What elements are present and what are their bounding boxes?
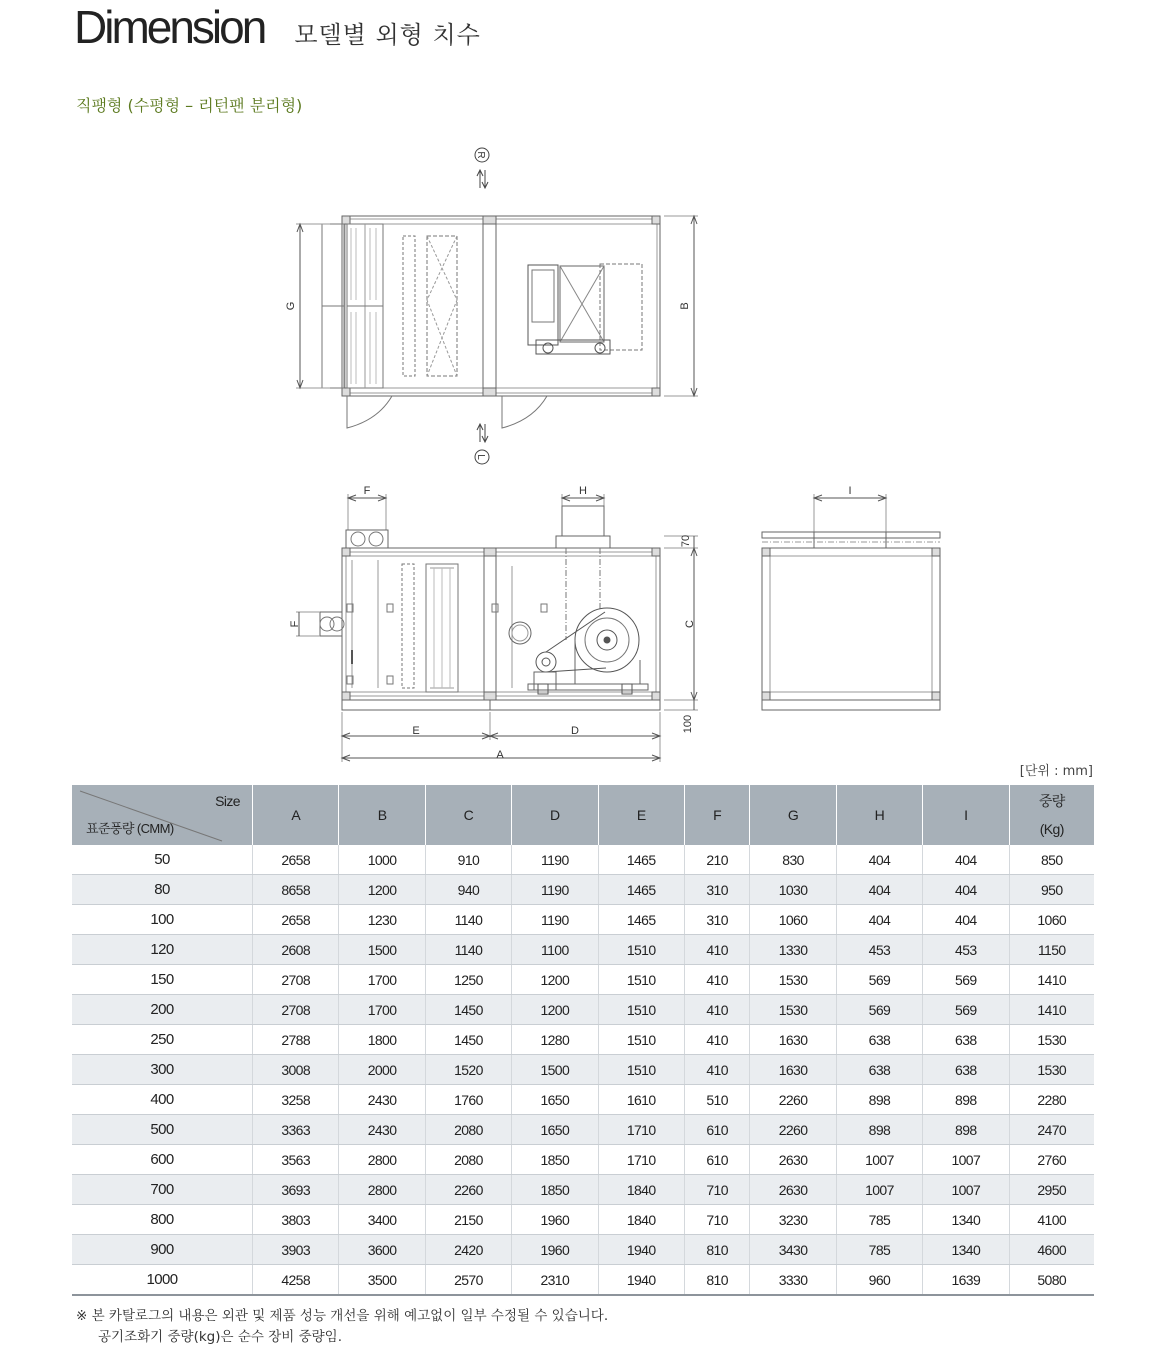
table-cell: 1200	[512, 965, 598, 995]
table-cell: 410	[684, 965, 750, 995]
table-cell: 1200	[512, 995, 598, 1025]
table-cell: 1840	[598, 1175, 684, 1205]
table-cell: 1710	[598, 1145, 684, 1175]
title-english: Dimension	[74, 1, 265, 53]
label-f-top: F	[363, 485, 371, 497]
table-row	[72, 1175, 1094, 1205]
table-cell: 1639	[923, 1265, 1009, 1296]
table-cell: 1500	[512, 1055, 598, 1085]
table-cell: 5080	[1009, 1265, 1094, 1296]
airflow-cell: 200	[72, 995, 253, 1025]
label-l: L	[475, 454, 486, 460]
table-cell: 410	[684, 1025, 750, 1055]
table-cell: 1465	[598, 875, 684, 905]
weight-header-bottom: (Kg)	[1039, 821, 1064, 837]
table-cell: 569	[923, 995, 1009, 1025]
table-cell: 1650	[512, 1115, 598, 1145]
table-cell: 1030	[750, 875, 836, 905]
table-cell: 1190	[512, 875, 598, 905]
table-body	[72, 845, 1094, 1295]
table-cell: 3400	[339, 1205, 425, 1235]
label-g: G	[285, 301, 297, 311]
table-cell: 3258	[253, 1085, 339, 1115]
table-cell: 210	[684, 845, 750, 875]
table-row	[72, 1205, 1094, 1235]
table-row	[72, 995, 1094, 1025]
table-cell: 1510	[598, 935, 684, 965]
table-cell: 1700	[339, 995, 425, 1025]
airflow-cell: 400	[72, 1085, 253, 1115]
table-cell: 1960	[512, 1205, 598, 1235]
table-cell: 830	[750, 845, 836, 875]
label-f-side: F	[289, 620, 301, 628]
table-cell: 3903	[253, 1235, 339, 1265]
header-col-g: G	[750, 785, 836, 845]
table-cell: 1060	[1009, 905, 1094, 935]
table-cell: 3230	[750, 1205, 836, 1235]
table-cell: 1000	[339, 845, 425, 875]
table-cell: 898	[923, 1115, 1009, 1145]
table-cell: 810	[684, 1265, 750, 1296]
header-col-b: B	[339, 785, 425, 845]
table-cell: 8658	[253, 875, 339, 905]
table-cell: 1230	[339, 905, 425, 935]
table-cell: 1190	[512, 845, 598, 875]
table-row	[72, 875, 1094, 905]
table-cell: 1190	[512, 905, 598, 935]
table-cell: 2608	[253, 935, 339, 965]
table-cell: 404	[923, 875, 1009, 905]
table-cell: 3803	[253, 1205, 339, 1235]
footnote-1: ※ 본 카탈로그의 내용은 외관 및 제품 성능 개선을 위해 예고없이 일부 수정될 수 있습니다.	[76, 1308, 609, 1324]
table-cell: 3500	[339, 1265, 425, 1296]
section-subtitle: 직팽형 (수평형 – 리턴팬 분리형)	[76, 96, 303, 115]
table-cell: 1510	[598, 1025, 684, 1055]
table-cell: 2760	[1009, 1145, 1094, 1175]
table-cell: 2708	[253, 965, 339, 995]
table-cell: 410	[684, 1055, 750, 1085]
table-cell: 1650	[512, 1085, 598, 1115]
table-row	[72, 935, 1094, 965]
table-cell: 1760	[425, 1085, 511, 1115]
table-cell: 638	[923, 1055, 1009, 1085]
table-cell: 1007	[923, 1145, 1009, 1175]
table-cell: 1465	[598, 845, 684, 875]
table-cell: 569	[836, 995, 922, 1025]
table-cell: 1940	[598, 1265, 684, 1296]
airflow-cell: 300	[72, 1055, 253, 1085]
airflow-cell: 700	[72, 1175, 253, 1205]
header-col-h: H	[836, 785, 922, 845]
table-row	[72, 1265, 1094, 1296]
table-header-row	[72, 785, 1094, 845]
table-cell: 2470	[1009, 1115, 1094, 1145]
table-cell: 710	[684, 1205, 750, 1235]
table-cell: 404	[836, 845, 922, 875]
header-col-d: D	[512, 785, 598, 845]
airflow-cell: 50	[72, 845, 253, 875]
table-cell: 310	[684, 875, 750, 905]
table-cell: 2708	[253, 995, 339, 1025]
table-cell: 1940	[598, 1235, 684, 1265]
table-cell: 940	[425, 875, 511, 905]
table-cell: 1840	[598, 1205, 684, 1235]
table-cell: 638	[923, 1025, 1009, 1055]
table-cell: 2950	[1009, 1175, 1094, 1205]
table-row	[72, 905, 1094, 935]
table-cell: 404	[836, 875, 922, 905]
header-col-e: E	[598, 785, 684, 845]
table-cell: 638	[836, 1055, 922, 1085]
airflow-cell: 120	[72, 935, 253, 965]
table-cell: 2260	[750, 1115, 836, 1145]
top-view-drawing	[285, 148, 698, 464]
table-cell: 2630	[750, 1145, 836, 1175]
table-cell: 2080	[425, 1115, 511, 1145]
table-cell: 2000	[339, 1055, 425, 1085]
table-cell: 3600	[339, 1235, 425, 1265]
table-cell: 1610	[598, 1085, 684, 1115]
table-cell: 1510	[598, 1055, 684, 1085]
table-cell: 2658	[253, 905, 339, 935]
table-cell: 3008	[253, 1055, 339, 1085]
airflow-cell: 1000	[72, 1265, 253, 1296]
label-h: H	[579, 485, 587, 497]
table-row	[72, 845, 1094, 875]
table-cell: 785	[836, 1235, 922, 1265]
airflow-cell: 150	[72, 965, 253, 995]
label-b: B	[679, 302, 691, 310]
airflow-cell: 250	[72, 1025, 253, 1055]
table-cell: 404	[923, 905, 1009, 935]
table-cell: 1520	[425, 1055, 511, 1085]
header-col-i: I	[923, 785, 1009, 845]
table-cell: 1450	[425, 995, 511, 1025]
title-korean: 모델별 외형 치수	[294, 21, 481, 49]
table-cell: 2310	[512, 1265, 598, 1296]
table-cell: 569	[923, 965, 1009, 995]
unit-label: [단위 : mm]	[1019, 764, 1093, 779]
table-cell: 410	[684, 935, 750, 965]
airflow-cell: 600	[72, 1145, 253, 1175]
table-cell: 1710	[598, 1115, 684, 1145]
label-d: D	[571, 725, 579, 737]
table-cell: 1007	[836, 1175, 922, 1205]
table-cell: 785	[836, 1205, 922, 1235]
table-cell: 1340	[923, 1205, 1009, 1235]
table-cell: 1450	[425, 1025, 511, 1055]
label-a: A	[496, 749, 504, 761]
table-cell: 2080	[425, 1145, 511, 1175]
table-cell: 3563	[253, 1145, 339, 1175]
table-cell: 1280	[512, 1025, 598, 1055]
table-cell: 610	[684, 1115, 750, 1145]
table-cell: 1530	[750, 965, 836, 995]
table-cell: 1410	[1009, 965, 1094, 995]
table-cell: 1150	[1009, 935, 1094, 965]
table-cell: 2420	[425, 1235, 511, 1265]
table-cell: 3430	[750, 1235, 836, 1265]
label-c: C	[684, 620, 696, 628]
table-cell: 1465	[598, 905, 684, 935]
table-row	[72, 1085, 1094, 1115]
header-corner-cell	[72, 785, 253, 845]
table-cell: 1140	[425, 935, 511, 965]
table-cell: 310	[684, 905, 750, 935]
table-cell: 1410	[1009, 995, 1094, 1025]
table-cell: 1630	[750, 1025, 836, 1055]
airflow-cell: 100	[72, 905, 253, 935]
airflow-cell: 900	[72, 1235, 253, 1265]
header-size-label: Size	[215, 793, 240, 809]
table-cell: 1510	[598, 965, 684, 995]
table-cell: 2658	[253, 845, 339, 875]
table-cell: 4600	[1009, 1235, 1094, 1265]
table-cell: 404	[923, 845, 1009, 875]
table-row	[72, 1025, 1094, 1055]
label-70: 70	[680, 534, 692, 548]
table-cell: 898	[923, 1085, 1009, 1115]
label-e: E	[412, 725, 420, 737]
table-cell: 710	[684, 1175, 750, 1205]
table-cell: 1530	[1009, 1025, 1094, 1055]
table-cell: 1530	[750, 995, 836, 1025]
table-cell: 510	[684, 1085, 750, 1115]
table-cell: 1960	[512, 1235, 598, 1265]
table-row	[72, 1055, 1094, 1085]
table-cell: 4100	[1009, 1205, 1094, 1235]
table-cell: 898	[836, 1085, 922, 1115]
table-cell: 1800	[339, 1025, 425, 1055]
table-cell: 2430	[339, 1085, 425, 1115]
table-row	[72, 965, 1094, 995]
table-cell: 1510	[598, 995, 684, 1025]
label-i: I	[848, 485, 852, 497]
table-cell: 2150	[425, 1205, 511, 1235]
table-cell: 2570	[425, 1265, 511, 1296]
table-cell: 3363	[253, 1115, 339, 1145]
table-cell: 1060	[750, 905, 836, 935]
table-cell: 850	[1009, 845, 1094, 875]
table-cell: 1630	[750, 1055, 836, 1085]
airflow-cell: 80	[72, 875, 253, 905]
table-cell: 1007	[923, 1175, 1009, 1205]
table-cell: 1850	[512, 1175, 598, 1205]
table-cell: 638	[836, 1025, 922, 1055]
side-view-drawing	[289, 485, 698, 762]
table-cell: 898	[836, 1115, 922, 1145]
table-cell: 453	[923, 935, 1009, 965]
weight-header-top: 중량	[1038, 793, 1065, 809]
table-row	[72, 1235, 1094, 1265]
header-col-a: A	[253, 785, 339, 845]
table-cell: 404	[836, 905, 922, 935]
table-cell: 2800	[339, 1175, 425, 1205]
table-cell: 1200	[339, 875, 425, 905]
footnotes	[76, 1306, 608, 1348]
table-cell: 410	[684, 995, 750, 1025]
table-cell: 2260	[750, 1085, 836, 1115]
dimension-table	[72, 785, 1094, 1296]
table-cell: 1850	[512, 1145, 598, 1175]
table-cell: 569	[836, 965, 922, 995]
table-cell: 610	[684, 1145, 750, 1175]
table-cell: 1500	[339, 935, 425, 965]
table-cell: 3693	[253, 1175, 339, 1205]
airflow-cell: 500	[72, 1115, 253, 1145]
table-cell: 1007	[836, 1145, 922, 1175]
table-cell: 2788	[253, 1025, 339, 1055]
footnote-2: 공기조화기 중량(kg)은 순수 장비 중량임.	[98, 1329, 342, 1345]
table-cell: 2430	[339, 1115, 425, 1145]
label-100: 100	[682, 714, 694, 734]
table-cell: 910	[425, 845, 511, 875]
table-cell: 810	[684, 1235, 750, 1265]
header-col-weight	[1009, 785, 1094, 845]
table-cell: 1700	[339, 965, 425, 995]
table-cell: 453	[836, 935, 922, 965]
table-cell: 1250	[425, 965, 511, 995]
table-cell: 2630	[750, 1175, 836, 1205]
table-cell: 1330	[750, 935, 836, 965]
table-cell: 3330	[750, 1265, 836, 1296]
front-view-drawing	[762, 485, 940, 710]
table-cell: 1140	[425, 905, 511, 935]
airflow-cell: 800	[72, 1205, 253, 1235]
table-row	[72, 1115, 1094, 1145]
table-cell: 4258	[253, 1265, 339, 1296]
table-cell: 2800	[339, 1145, 425, 1175]
table-cell: 1530	[1009, 1055, 1094, 1085]
table-cell: 2280	[1009, 1085, 1094, 1115]
header-col-c: C	[425, 785, 511, 845]
table-cell: 960	[836, 1265, 922, 1296]
table-cell: 2260	[425, 1175, 511, 1205]
header-col-f: F	[684, 785, 750, 845]
header-airflow-label: 표준풍량 (CMM)	[86, 821, 174, 836]
table-cell: 1340	[923, 1235, 1009, 1265]
table-row	[72, 1145, 1094, 1175]
table-cell: 950	[1009, 875, 1094, 905]
label-r: R	[475, 151, 486, 159]
table-cell: 1100	[512, 935, 598, 965]
